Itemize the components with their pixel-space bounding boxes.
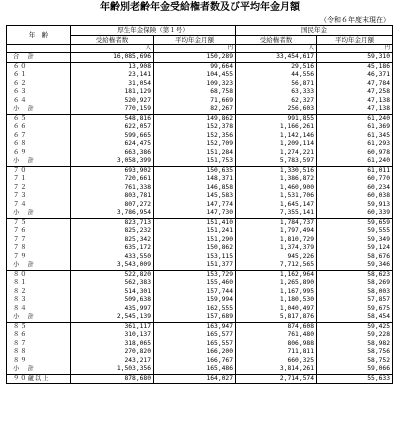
kosei-count-cell: 23,141 (71, 71, 154, 80)
kosei-count-cell: 624,475 (71, 140, 154, 149)
table-row (7, 313, 393, 322)
kokumin-recipients-header: 受給権者数 (236, 35, 317, 45)
table-row (7, 331, 393, 340)
kokumin-count-cell: 3,814,261 (236, 365, 317, 374)
kokumin-count-cell: 761,480 (236, 331, 317, 340)
table-row (7, 296, 393, 305)
age-cell: 小 計 (7, 313, 71, 322)
kosei-avg-cell: 151,290 (154, 236, 236, 245)
kokumin-avg-header: 平均年金月額 (317, 35, 393, 45)
kosei-avg-cell: 152,378 (154, 123, 236, 132)
table-row (7, 270, 393, 279)
table-row (7, 149, 393, 158)
kosei-count-cell: 1,503,356 (71, 365, 154, 374)
kosei-count-cell: 825,342 (71, 236, 154, 245)
kosei-count-cell: 663,386 (71, 149, 154, 158)
kosei-count-cell: 807,272 (71, 201, 154, 210)
kokumin-avg-cell: 46,371 (317, 71, 393, 80)
kosei-avg-cell: 152,356 (154, 132, 236, 141)
kosei-header: 厚生年金保険（第１号） (71, 26, 236, 36)
kosei-recipients-header: 受給権者数 (71, 35, 154, 45)
kokumin-avg-cell: 59,425 (317, 322, 393, 331)
kokumin-avg-cell: 47,784 (317, 80, 393, 89)
kosei-count-cell: 622,057 (71, 123, 154, 132)
kokumin-count-cell: 33,454,617 (236, 53, 317, 63)
kosei-avg-cell: 164,027 (154, 374, 236, 384)
kosei-avg-cell: 163,947 (154, 322, 236, 331)
kosei-count-cell: 16,085,696 (71, 53, 154, 63)
age-cell: 小 計 (7, 105, 71, 114)
table-row (7, 218, 393, 227)
kokumin-count-cell: 1,180,530 (236, 296, 317, 305)
kokumin-avg-cell: 61,240 (317, 114, 393, 123)
kokumin-count-cell: 711,811 (236, 348, 317, 357)
kosei-avg-cell: 165,557 (154, 340, 236, 349)
kokumin-count-cell: 660,325 (236, 357, 317, 366)
age-cell: ６１ (7, 71, 71, 80)
kokumin-avg-cell: 59,346 (317, 261, 393, 270)
age-cell: ７７ (7, 236, 71, 245)
kokumin-count-cell: 991,855 (236, 114, 317, 123)
table-row (7, 227, 393, 236)
kokumin-count-cell: 56,871 (236, 80, 317, 89)
age-cell: ６０ (7, 62, 71, 71)
kokumin-avg-cell: 47,138 (317, 105, 393, 114)
age-cell: ７８ (7, 244, 71, 253)
kokumin-count-cell: 63,333 (236, 88, 317, 97)
unit-yen-kokumin: 円 (317, 45, 393, 53)
kokumin-count-cell: 1,142,146 (236, 132, 317, 141)
kokumin-avg-cell: 61,240 (317, 157, 393, 166)
kokumin-count-cell: 1,040,497 (236, 305, 317, 314)
units-age-cell (7, 45, 71, 53)
kokumin-avg-cell: 58,982 (317, 340, 393, 349)
kosei-avg-cell: 166,200 (154, 348, 236, 357)
kokumin-avg-cell: 61,369 (317, 123, 393, 132)
age-cell: ８９ (7, 357, 71, 366)
kokumin-avg-cell: 59,659 (317, 218, 393, 227)
table-row (7, 157, 393, 166)
kosei-count-cell: 522,820 (71, 270, 154, 279)
kosei-avg-cell: 147,774 (154, 201, 236, 210)
kosei-count-cell: 243,217 (71, 357, 154, 366)
kosei-avg-header: 平均年金月額 (154, 35, 236, 45)
age-cell: ８２ (7, 288, 71, 297)
kokumin-count-cell: 2,714,574 (236, 374, 317, 384)
age-header: 年 齢 (7, 26, 71, 45)
kosei-avg-cell: 151,284 (154, 149, 236, 158)
kokumin-avg-cell: 61,345 (317, 132, 393, 141)
age-cell: 合 計 (7, 53, 71, 63)
age-cell: 小 計 (7, 261, 71, 270)
kosei-count-cell: 803,781 (71, 192, 154, 201)
table-row (7, 97, 393, 106)
age-cell: ８０ (7, 270, 71, 279)
kokumin-count-cell: 1,810,729 (236, 236, 317, 245)
kosei-count-cell: 823,713 (71, 218, 154, 227)
table-row (7, 123, 393, 132)
kokumin-avg-cell: 58,454 (317, 313, 393, 322)
age-cell: 小 計 (7, 365, 71, 374)
kosei-avg-cell: 151,241 (154, 227, 236, 236)
kosei-avg-cell: 159,994 (154, 296, 236, 305)
kosei-avg-cell: 165,486 (154, 365, 236, 374)
age-cell: ７９ (7, 253, 71, 262)
table-row (7, 244, 393, 253)
kokumin-count-cell: 945,226 (236, 253, 317, 262)
kosei-avg-cell: 150,635 (154, 166, 236, 175)
kokumin-avg-cell: 58,752 (317, 357, 393, 366)
age-cell: ８７ (7, 340, 71, 349)
kosei-avg-cell: 109,323 (154, 80, 236, 89)
kosei-avg-cell: 155,460 (154, 279, 236, 288)
age-cell: ８３ (7, 296, 71, 305)
kokumin-count-cell: 1,797,494 (236, 227, 317, 236)
kosei-avg-cell: 152,709 (154, 140, 236, 149)
kosei-count-cell: 2,545,139 (71, 313, 154, 322)
kosei-count-cell: 562,383 (71, 279, 154, 288)
kosei-avg-cell: 150,862 (154, 244, 236, 253)
kokumin-avg-cell: 57,857 (317, 296, 393, 305)
kokumin-avg-cell: 59,349 (317, 236, 393, 245)
age-cell: ８８ (7, 348, 71, 357)
kokumin-avg-cell: 61,011 (317, 166, 393, 175)
kosei-count-cell: 761,338 (71, 184, 154, 193)
page-title: 年齢別老齢年金受給権者数及び平均年金月額 (100, 2, 300, 13)
table-row (7, 305, 393, 314)
kosei-count-cell: 270,820 (71, 348, 154, 357)
kokumin-avg-cell: 58,623 (317, 270, 393, 279)
age-cell: ６７ (7, 132, 71, 141)
kokumin-count-cell: 1,645,147 (236, 201, 317, 210)
kosei-count-cell: 770,159 (71, 105, 154, 114)
kokumin-header: 国民年金 (236, 26, 393, 36)
kokumin-avg-cell: 60,339 (317, 209, 393, 218)
kokumin-count-cell: 1,209,114 (236, 140, 317, 149)
age-cell: ８１ (7, 279, 71, 288)
kokumin-avg-cell: 59,066 (317, 365, 393, 374)
kosei-avg-cell: 68,758 (154, 88, 236, 97)
kokumin-avg-cell: 59,675 (317, 305, 393, 314)
age-cell: ６４ (7, 97, 71, 106)
unit-person-kokumin: 人 (236, 45, 317, 53)
kosei-count-cell: 520,927 (71, 97, 154, 106)
kosei-count-cell: 720,661 (71, 175, 154, 184)
table-row (7, 365, 393, 374)
age-cell: ８５ (7, 322, 71, 331)
kokumin-avg-cell: 59,124 (317, 244, 393, 253)
kokumin-avg-cell: 55,633 (317, 374, 393, 384)
kosei-avg-cell: 151,753 (154, 157, 236, 166)
kokumin-count-cell: 1,784,737 (236, 218, 317, 227)
kokumin-avg-cell: 47,258 (317, 88, 393, 97)
kosei-count-cell: 435,997 (71, 305, 154, 314)
kokumin-count-cell: 7,712,565 (236, 261, 317, 270)
kokumin-count-cell: 1,330,516 (236, 166, 317, 175)
kosei-avg-cell: 151,410 (154, 218, 236, 227)
age-cell: ８６ (7, 331, 71, 340)
table-row (7, 140, 393, 149)
kokumin-avg-cell: 59,555 (317, 227, 393, 236)
kosei-count-cell: 361,117 (71, 322, 154, 331)
kokumin-count-cell: 1,460,900 (236, 184, 317, 193)
kosei-count-cell: 693,902 (71, 166, 154, 175)
age-cell: ６３ (7, 88, 71, 97)
kokumin-avg-cell: 59,228 (317, 331, 393, 340)
kosei-avg-cell: 149,862 (154, 114, 236, 123)
kosei-count-cell: 13,908 (71, 62, 154, 71)
kokumin-avg-cell: 58,003 (317, 288, 393, 297)
table-row (7, 166, 393, 175)
kosei-count-cell: 599,665 (71, 132, 154, 141)
kosei-count-cell: 310,137 (71, 331, 154, 340)
age-cell: ６９ (7, 149, 71, 158)
age-cell: ７１ (7, 175, 71, 184)
table-body (7, 45, 393, 384)
kosei-count-cell: 3,786,954 (71, 209, 154, 218)
units-row (7, 45, 393, 53)
age-cell: ６２ (7, 80, 71, 89)
date-note: （令和６年度末現在） (320, 16, 390, 24)
table-row (7, 348, 393, 357)
kokumin-count-cell: 7,355,141 (236, 209, 317, 218)
kosei-avg-cell: 147,730 (154, 209, 236, 218)
kokumin-count-cell: 29,516 (236, 62, 317, 71)
kosei-count-cell: 3,058,399 (71, 157, 154, 166)
kosei-avg-cell: 146,858 (154, 184, 236, 193)
kosei-avg-cell: 150,289 (154, 53, 236, 63)
table-row (7, 105, 393, 114)
kosei-avg-cell: 82,267 (154, 105, 236, 114)
table-row (7, 261, 393, 270)
kokumin-count-cell: 1,265,890 (236, 279, 317, 288)
kokumin-avg-cell: 60,770 (317, 175, 393, 184)
table-row (7, 80, 393, 89)
kokumin-count-cell: 44,556 (236, 71, 317, 80)
kokumin-count-cell: 62,327 (236, 97, 317, 106)
kokumin-avg-cell: 45,186 (317, 62, 393, 71)
kokumin-avg-cell: 47,138 (317, 97, 393, 106)
kokumin-count-cell: 1,374,379 (236, 244, 317, 253)
table-row (7, 71, 393, 80)
kosei-avg-cell: 153,115 (154, 253, 236, 262)
kosei-avg-cell: 148,371 (154, 175, 236, 184)
kokumin-avg-cell: 60,978 (317, 149, 393, 158)
kosei-avg-cell: 157,689 (154, 313, 236, 322)
age-cell: ７５ (7, 218, 71, 227)
kokumin-count-cell: 806,988 (236, 340, 317, 349)
table-row (7, 209, 393, 218)
table-row (7, 192, 393, 201)
table-row (7, 236, 393, 245)
kosei-count-cell: 509,638 (71, 296, 154, 305)
kosei-avg-cell: 145,583 (154, 192, 236, 201)
age-cell: 小 計 (7, 157, 71, 166)
age-cell: ７０ (7, 166, 71, 175)
table-row (7, 357, 393, 366)
kosei-count-cell: 825,232 (71, 227, 154, 236)
age-cell: ７６ (7, 227, 71, 236)
age-cell: ７２ (7, 184, 71, 193)
kokumin-avg-cell: 59,913 (317, 201, 393, 210)
kosei-avg-cell: 162,555 (154, 305, 236, 314)
table-row (7, 322, 393, 331)
age-cell: ６８ (7, 140, 71, 149)
kokumin-count-cell: 1,386,872 (236, 175, 317, 184)
kokumin-avg-cell: 59,310 (317, 53, 393, 63)
kokumin-count-cell: 1,166,261 (236, 123, 317, 132)
kosei-count-cell: 878,680 (71, 374, 154, 384)
table-row (7, 253, 393, 262)
table-row (7, 201, 393, 210)
kokumin-avg-cell: 58,676 (317, 253, 393, 262)
kokumin-count-cell: 5,783,597 (236, 157, 317, 166)
kokumin-avg-cell: 60,038 (317, 192, 393, 201)
age-cell: ６６ (7, 123, 71, 132)
kosei-avg-cell: 153,729 (154, 270, 236, 279)
kosei-count-cell: 548,816 (71, 114, 154, 123)
unit-person-kosei: 人 (71, 45, 154, 53)
table-row (7, 279, 393, 288)
kokumin-count-cell: 1,167,995 (236, 288, 317, 297)
kosei-avg-cell: 157,744 (154, 288, 236, 297)
age-cell: ７４ (7, 201, 71, 210)
age-cell: ８４ (7, 305, 71, 314)
pension-table (6, 25, 393, 384)
kokumin-count-cell: 1,531,706 (236, 192, 317, 201)
kosei-count-cell: 3,543,009 (71, 261, 154, 270)
kosei-count-cell: 181,129 (71, 88, 154, 97)
table-row (7, 288, 393, 297)
kosei-avg-cell: 104,455 (154, 71, 236, 80)
table-row (7, 374, 393, 384)
kokumin-avg-cell: 60,234 (317, 184, 393, 193)
kokumin-avg-cell: 58,269 (317, 279, 393, 288)
kokumin-count-cell: 1,274,221 (236, 149, 317, 158)
kokumin-avg-cell: 61,293 (317, 140, 393, 149)
kokumin-count-cell: 874,608 (236, 322, 317, 331)
kosei-count-cell: 635,172 (71, 244, 154, 253)
kosei-count-cell: 31,054 (71, 80, 154, 89)
table-row (7, 53, 393, 63)
age-cell: ７３ (7, 192, 71, 201)
kosei-count-cell: 318,065 (71, 340, 154, 349)
kosei-count-cell: 433,550 (71, 253, 154, 262)
table-row (7, 88, 393, 97)
table-row (7, 132, 393, 141)
kokumin-avg-cell: 58,756 (317, 348, 393, 357)
age-cell: ９０歳以上 (7, 374, 71, 384)
table-row (7, 114, 393, 123)
age-cell: 小 計 (7, 209, 71, 218)
age-cell: ６５ (7, 114, 71, 123)
unit-yen-kosei: 円 (154, 45, 236, 53)
table-row (7, 340, 393, 349)
kokumin-count-cell: 5,817,876 (236, 313, 317, 322)
table-row (7, 184, 393, 193)
kosei-avg-cell: 151,377 (154, 261, 236, 270)
kosei-count-cell: 514,301 (71, 288, 154, 297)
kokumin-count-cell: 256,603 (236, 105, 317, 114)
kosei-avg-cell: 99,664 (154, 62, 236, 71)
kosei-avg-cell: 165,577 (154, 331, 236, 340)
kosei-avg-cell: 166,767 (154, 357, 236, 366)
table-row (7, 62, 393, 71)
kokumin-count-cell: 1,162,964 (236, 270, 317, 279)
table-row (7, 175, 393, 184)
kosei-avg-cell: 71,669 (154, 97, 236, 106)
